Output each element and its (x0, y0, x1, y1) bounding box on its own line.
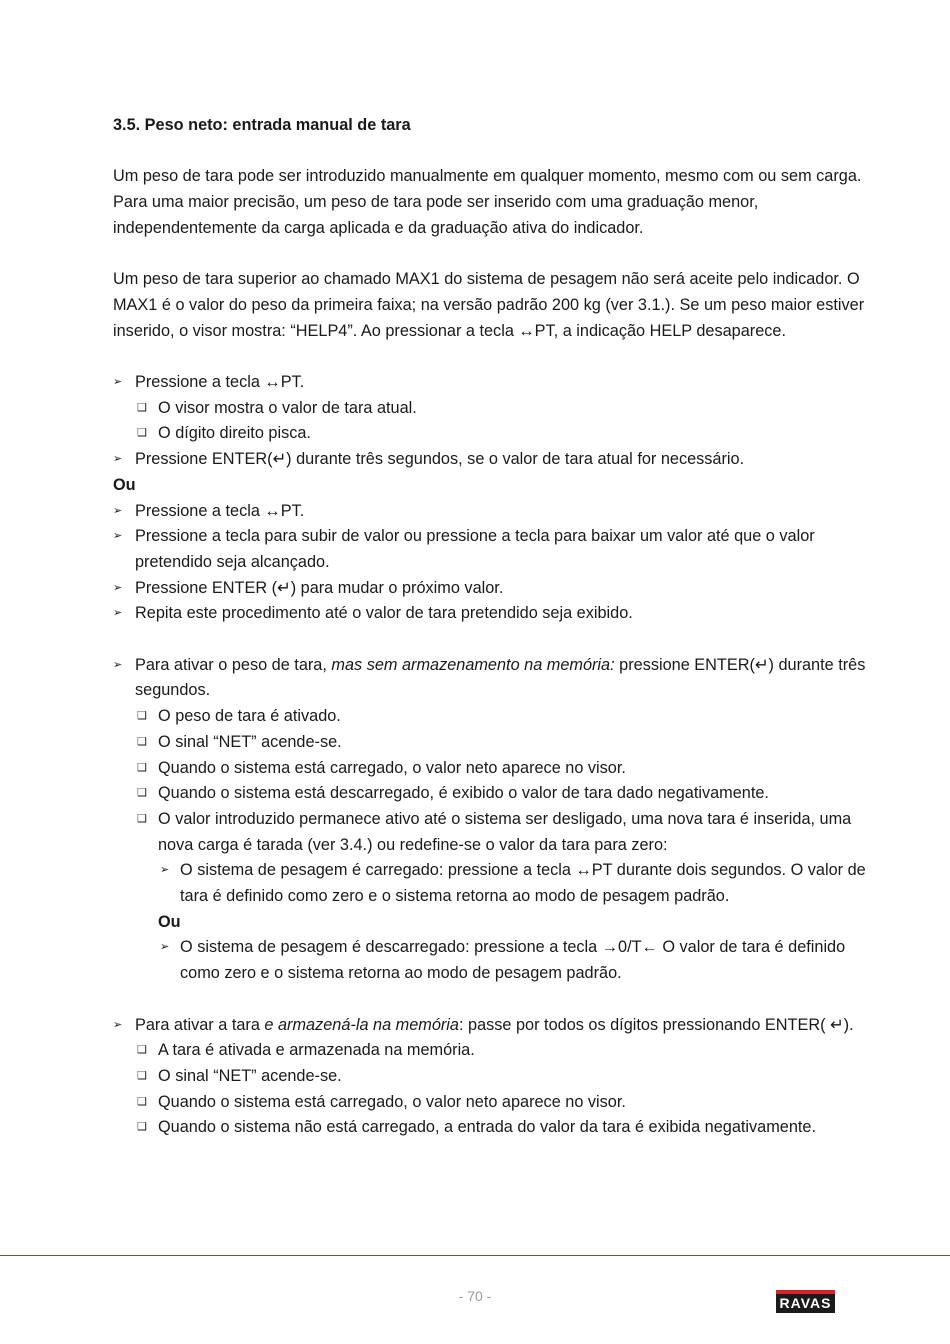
or-label: Ou (158, 912, 181, 931)
arrow-bullet-icon: ➢ (113, 453, 123, 466)
step-text-emphasis: mas sem armazenamento na memória: (331, 655, 615, 674)
sub-item (113, 1064, 883, 1090)
box-bullet-icon: ❑ (137, 1095, 147, 1108)
sub-item-text: Quando o sistema está descarregado, é exibido o valor de tara dado negativamente. (158, 784, 769, 803)
arrow-bullet-icon: ➢ (113, 581, 123, 594)
box-bullet-icon: ❑ (137, 812, 147, 825)
step-text: Repita este procedimento até o valor de tara pretendido seja exibido. (135, 604, 633, 623)
arrow-bullet-icon: ➢ (160, 941, 170, 954)
step-item (113, 576, 883, 602)
box-bullet-icon: ❑ (137, 1121, 147, 1134)
box-bullet-icon: ❑ (137, 787, 147, 800)
sub-item (113, 421, 883, 447)
arrow-bullet-icon: ➢ (113, 1018, 123, 1031)
sub-item (113, 756, 883, 782)
sub-item-text: Quando o sistema está carregado, o valor neto aparece no visor. (158, 1092, 626, 1111)
step-item (113, 370, 883, 396)
paragraph-intro: Um peso de tara pode ser introduzido manualmente em qualquer momento, mesmo com ou sem carga. Para uma maior precisão, um peso de tara pode ser inserido com uma graduação menor, independentemente da carga aplicada e da graduação ativa do indicador. (113, 167, 862, 237)
box-bullet-icon: ❑ (137, 710, 147, 723)
sub-item-text: O sinal “NET” acende-se. (158, 1066, 342, 1085)
nested-step-item (113, 858, 883, 909)
sub-item-text: O peso de tara é ativado. (158, 707, 341, 726)
step-text: Pressione a tecla ↔PT. (135, 501, 305, 520)
arrow-bullet-icon: ➢ (113, 504, 123, 517)
arrow-bullet-icon: ➢ (160, 864, 170, 877)
step-item (113, 601, 883, 627)
step-text: Pressione ENTER(↵) durante três segundos, se o valor de tara atual for necessário. (135, 450, 745, 469)
step-text-post: : passe por todos os dígitos pressionando ENTER( ↵). (458, 1015, 854, 1034)
sub-item (113, 1038, 883, 1064)
step-text: Pressione ENTER (↵) para mudar o próximo valor. (135, 578, 504, 597)
step-text-post: pressione ENTER(↵) durante três segundos. (135, 655, 866, 700)
arrow-bullet-icon: ➢ (113, 658, 123, 671)
arrow-bullet-icon: ➢ (113, 375, 123, 388)
step-item (113, 447, 883, 473)
sub-item (113, 807, 883, 858)
box-bullet-icon: ❑ (137, 427, 147, 440)
sub-item (113, 730, 883, 756)
step-text-pre: Para ativar a tara (135, 1015, 265, 1034)
sub-item (113, 396, 883, 422)
sub-item-text: O dígito direito pisca. (158, 424, 311, 443)
section-heading: 3.5. Peso neto: entrada manual de tara (113, 116, 411, 134)
step-item (113, 499, 883, 525)
sub-item-text: O visor mostra o valor de tara atual. (158, 398, 417, 417)
document-body (113, 113, 883, 1141)
step-text: Pressione a tecla ↔PT. (135, 372, 305, 391)
step-text: Pressione a tecla para subir de valor ou pressione a tecla para baixar um valor até que o valor pretendido seja alcançado. (135, 527, 815, 571)
step-text-emphasis: e armazená-la na memória (264, 1015, 459, 1034)
arrow-bullet-icon: ➢ (113, 530, 123, 543)
nested-step-item (113, 935, 883, 986)
or-label: Ou (113, 475, 136, 494)
step-item (113, 1013, 883, 1039)
step-item (113, 653, 883, 704)
box-bullet-icon: ❑ (137, 1044, 147, 1057)
sub-item (113, 704, 883, 730)
sub-item (113, 1090, 883, 1116)
page-number: - 70 - (458, 1288, 492, 1304)
sub-item-text: O valor introduzido permanece ativo até o sistema ser desligado, uma nova tara é inserida, uma nova carga é tarada (ver 3.4.) ou redefine-se o valor da tara para zero: (158, 809, 852, 854)
footer-divider (0, 1255, 950, 1256)
sub-item-text: A tara é ativada e armazenada na memória. (158, 1041, 475, 1060)
sub-item-text: O sinal “NET” acende-se. (158, 732, 342, 751)
sub-item (113, 781, 883, 807)
arrow-bullet-icon: ➢ (113, 607, 123, 620)
step-item (113, 524, 883, 575)
ravas-logo: RAVAS (776, 1290, 835, 1313)
box-bullet-icon: ❑ (137, 761, 147, 774)
box-bullet-icon: ❑ (137, 735, 147, 748)
step-text-pre: Para ativar o peso de tara, (135, 655, 332, 674)
nested-step-text: O sistema de pesagem é carregado: pressione a tecla ↔PT durante dois segundos. O valor de tara é definido como zero e o sistema retorna ao modo de pesagem padrão. (180, 861, 866, 906)
paragraph-max1: Um peso de tara superior ao chamado MAX1 do sistema de pesagem não será aceite pelo indicador. O MAX1 é o valor do peso da primeira faixa; na versão padrão 200 kg (ver 3.1.). Se um peso maior estiver inserido, o visor mostra: “HELP4”. Ao pressionar a tecla ↔PT, a indicação HELP desaparece. (113, 270, 865, 340)
sub-item-text: Quando o sistema está carregado, o valor neto aparece no visor. (158, 758, 626, 777)
box-bullet-icon: ❑ (137, 1069, 147, 1082)
nested-step-text: O sistema de pesagem é descarregado: pressione a tecla →0/T← O valor de tara é definido como zero e o sistema retorna ao modo de pesagem padrão. (180, 938, 846, 983)
box-bullet-icon: ❑ (137, 401, 147, 414)
sub-item (113, 1115, 883, 1141)
sub-item-text: Quando o sistema não está carregado, a entrada do valor da tara é exibida negativamente. (158, 1118, 817, 1137)
